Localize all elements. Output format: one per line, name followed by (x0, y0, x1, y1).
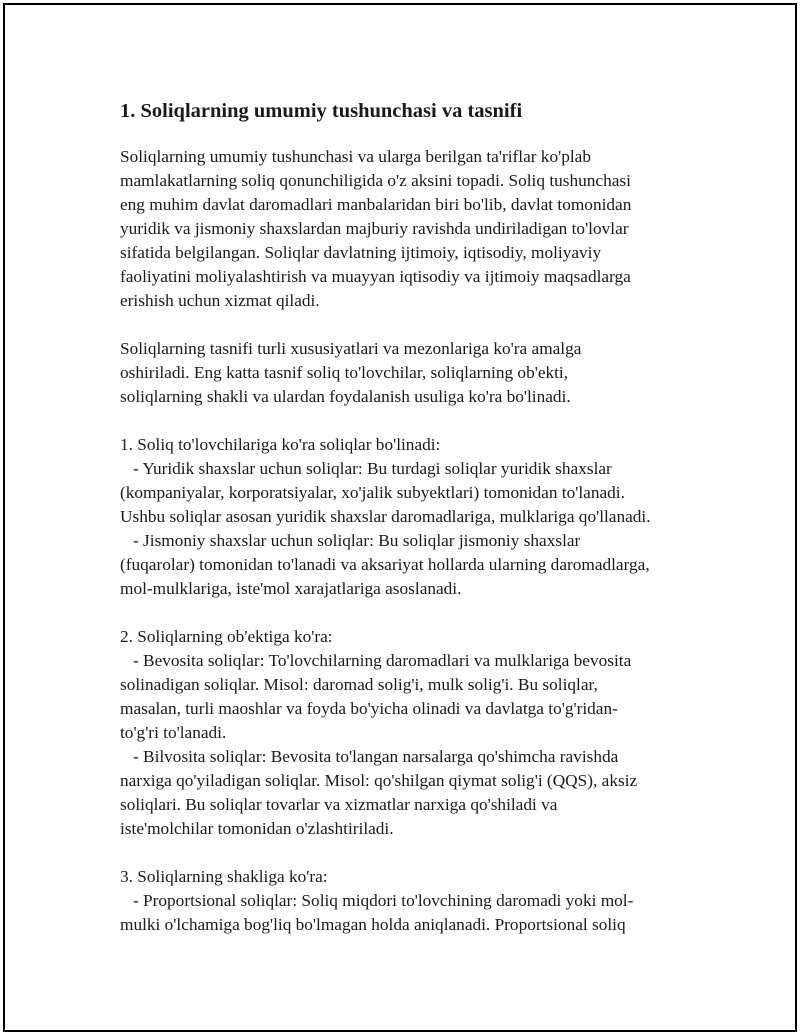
text-line: yuridik va jismoniy shaxslardan majburiy ravishda undiriladigan to'lovlar (120, 219, 629, 238)
paragraph (120, 433, 695, 601)
text-line: soliqlarning shakli va ulardan foydalanish usuliga ko'ra bo'linadi. (120, 387, 571, 406)
text-line: eng muhim davlat daromadlari manbalaridan biri bo'lib, davlat tomonidan (120, 195, 632, 214)
text-line: mulki o'lchamiga bog'liq bo'lmagan holda aniqlanadi. Proportsional soliq (120, 915, 626, 934)
text-line: Ushbu soliqlar asosan yuridik shaxslar daromadlariga, mulklariga qo'llanadi. (120, 507, 651, 526)
text-line: - Jismoniy shaxslar uchun soliqlar: Bu soliqlar jismoniy shaxslar (120, 531, 581, 550)
text-line: (kompaniyalar, korporatsiyalar, xo'jalik subyektlari) tomonidan to'lanadi. (120, 483, 625, 502)
paragraph (120, 625, 695, 841)
text-line: iste'molchilar tomonidan o'zlashtiriladi. (120, 819, 394, 838)
paragraph (120, 337, 695, 409)
text-line: solinadigan soliqlar. Misol: daromad solig'i, mulk solig'i. Bu soliqlar, (120, 675, 598, 694)
text-line: to'g'ri to'lanadi. (120, 723, 227, 742)
text-line: erishish uchun xizmat qiladi. (120, 291, 320, 310)
paragraph-container (120, 145, 695, 937)
text-line: - Bilvosita soliqlar: Bevosita to'langan narsalarga qo'shimcha ravishda (120, 747, 619, 766)
text-line: sifatida belgilangan. Soliqlar davlatning ijtimoiy, iqtisodiy, moliyaviy (120, 243, 602, 262)
paragraph (120, 865, 695, 937)
document-content (120, 97, 695, 961)
text-line: 3. Soliqlarning shakliga ko'ra: (120, 867, 328, 886)
text-line: oshiriladi. Eng katta tasnif soliq to'lovchilar, soliqlarning ob'ekti, (120, 363, 569, 382)
document-page (3, 3, 797, 1032)
text-line: mol-mulklariga, iste'mol xarajatlariga asoslanadi. (120, 579, 462, 598)
paragraph (120, 145, 695, 313)
text-line: soliqlari. Bu soliqlar tovarlar va xizmatlar narxiga qo'shiladi va (120, 795, 558, 814)
section-heading: 1. Soliqlarning umumiy tushunchasi va tasnifi (120, 100, 523, 122)
text-line: masalan, turli maoshlar va foyda bo'yicha olinadi va davlatga to'g'ridan- (120, 699, 618, 718)
text-line: - Proportsional soliqlar: Soliq miqdori to'lovchining daromadi yoki mol- (120, 891, 634, 910)
text-line: narxiga qo'yiladigan soliqlar. Misol: qo'shilgan qiymat solig'i (QQS), aksiz (120, 771, 638, 790)
text-line: 2. Soliqlarning ob'ektiga ko'ra: (120, 627, 333, 646)
text-line: 1. Soliq to'lovchilariga ko'ra soliqlar bo'linadi: (120, 435, 441, 454)
text-line: - Bevosita soliqlar: To'lovchilarning daromadlari va mulklariga bevosita (120, 651, 632, 670)
text-line: Soliqlarning umumiy tushunchasi va ularga berilgan ta'riflar ko'plab (120, 147, 591, 166)
text-line: faoliyatini moliyalashtirish va muayyan iqtisodiy va ijtimoiy maqsadlarga (120, 267, 631, 286)
text-line: - Yuridik shaxslar uchun soliqlar: Bu turdagi soliqlar yuridik shaxslar (120, 459, 612, 478)
text-line: Soliqlarning tasnifi turli xususiyatlari va mezonlariga ko'ra amalga (120, 339, 582, 358)
text-line: (fuqarolar) tomonidan to'lanadi va aksariyat hollarda ularning daromadlarga, (120, 555, 650, 574)
text-line: mamlakatlarning soliq qonunchiligida o'z aksini topadi. Soliq tushunchasi (120, 171, 631, 190)
